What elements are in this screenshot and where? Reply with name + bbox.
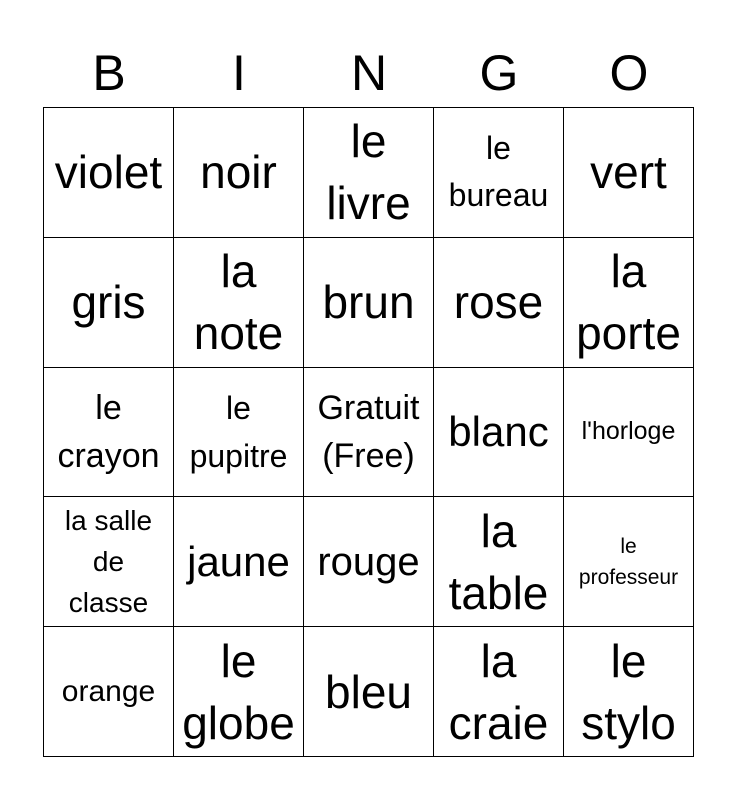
cell-text: brun (322, 276, 415, 329)
cell-text: gris (71, 276, 146, 329)
bingo-cell[interactable] (174, 238, 304, 368)
bingo-cell[interactable] (564, 108, 694, 238)
bingo-cell[interactable] (564, 368, 694, 498)
cell-text: la table (448, 504, 549, 619)
bingo-cell[interactable] (434, 497, 564, 627)
bingo-cell[interactable] (44, 368, 174, 498)
bingo-cell[interactable] (564, 238, 694, 368)
header-letter-i: I (232, 45, 246, 101)
cell-text: rouge (317, 539, 420, 584)
bingo-card-grid (43, 107, 694, 757)
bingo-cell[interactable] (174, 497, 304, 627)
bingo-cell[interactable] (44, 108, 174, 238)
bingo-cell[interactable] (304, 108, 434, 238)
bingo-cell[interactable] (304, 497, 434, 627)
bingo-cell[interactable] (304, 368, 434, 498)
cell-text: le bureau (448, 130, 549, 214)
bingo-cell[interactable] (564, 497, 694, 627)
cell-text: le crayon (57, 388, 160, 475)
bingo-cell[interactable] (44, 497, 174, 627)
cell-text: orange (61, 675, 156, 709)
cell-text: la note (193, 245, 284, 360)
bingo-cell[interactable] (174, 108, 304, 238)
header-letter-o: O (609, 45, 649, 101)
cell-text: noir (200, 146, 277, 199)
bingo-header (44, 40, 694, 106)
cell-text: rose (453, 276, 544, 329)
cell-text: le stylo (581, 634, 676, 749)
cell-text: la craie (448, 634, 549, 749)
bingo-cell[interactable] (434, 238, 564, 368)
bingo-cell[interactable] (174, 627, 304, 757)
cell-text: le professeur (578, 534, 679, 589)
cell-text: jaune (187, 537, 290, 585)
bingo-cell[interactable] (304, 238, 434, 368)
bingo-cell[interactable] (564, 627, 694, 757)
header-letter-g: G (479, 45, 519, 101)
bingo-cell[interactable] (44, 627, 174, 757)
cell-text: bleu (325, 665, 412, 718)
bingo-cell[interactable] (434, 627, 564, 757)
cell-text: violet (54, 146, 163, 199)
cell-text: le livre (326, 115, 411, 230)
cell-text: l'horloge (581, 417, 676, 446)
cell-text: vert (590, 146, 667, 199)
cell-text: blanc (448, 407, 549, 455)
free-space-text: Gratuit (Free) (317, 388, 420, 475)
cell-text: la salle de classe (64, 505, 153, 619)
header-letter-n: N (350, 45, 388, 101)
cell-text: le globe (182, 634, 295, 749)
header-letter-b: B (92, 45, 126, 101)
bingo-cell[interactable] (434, 108, 564, 238)
bingo-cell[interactable] (304, 627, 434, 757)
cell-text: la porte (576, 245, 681, 360)
bingo-cell[interactable] (434, 368, 564, 498)
bingo-cell[interactable] (44, 238, 174, 368)
cell-text: le pupitre (189, 389, 288, 474)
bingo-cell[interactable] (174, 368, 304, 498)
